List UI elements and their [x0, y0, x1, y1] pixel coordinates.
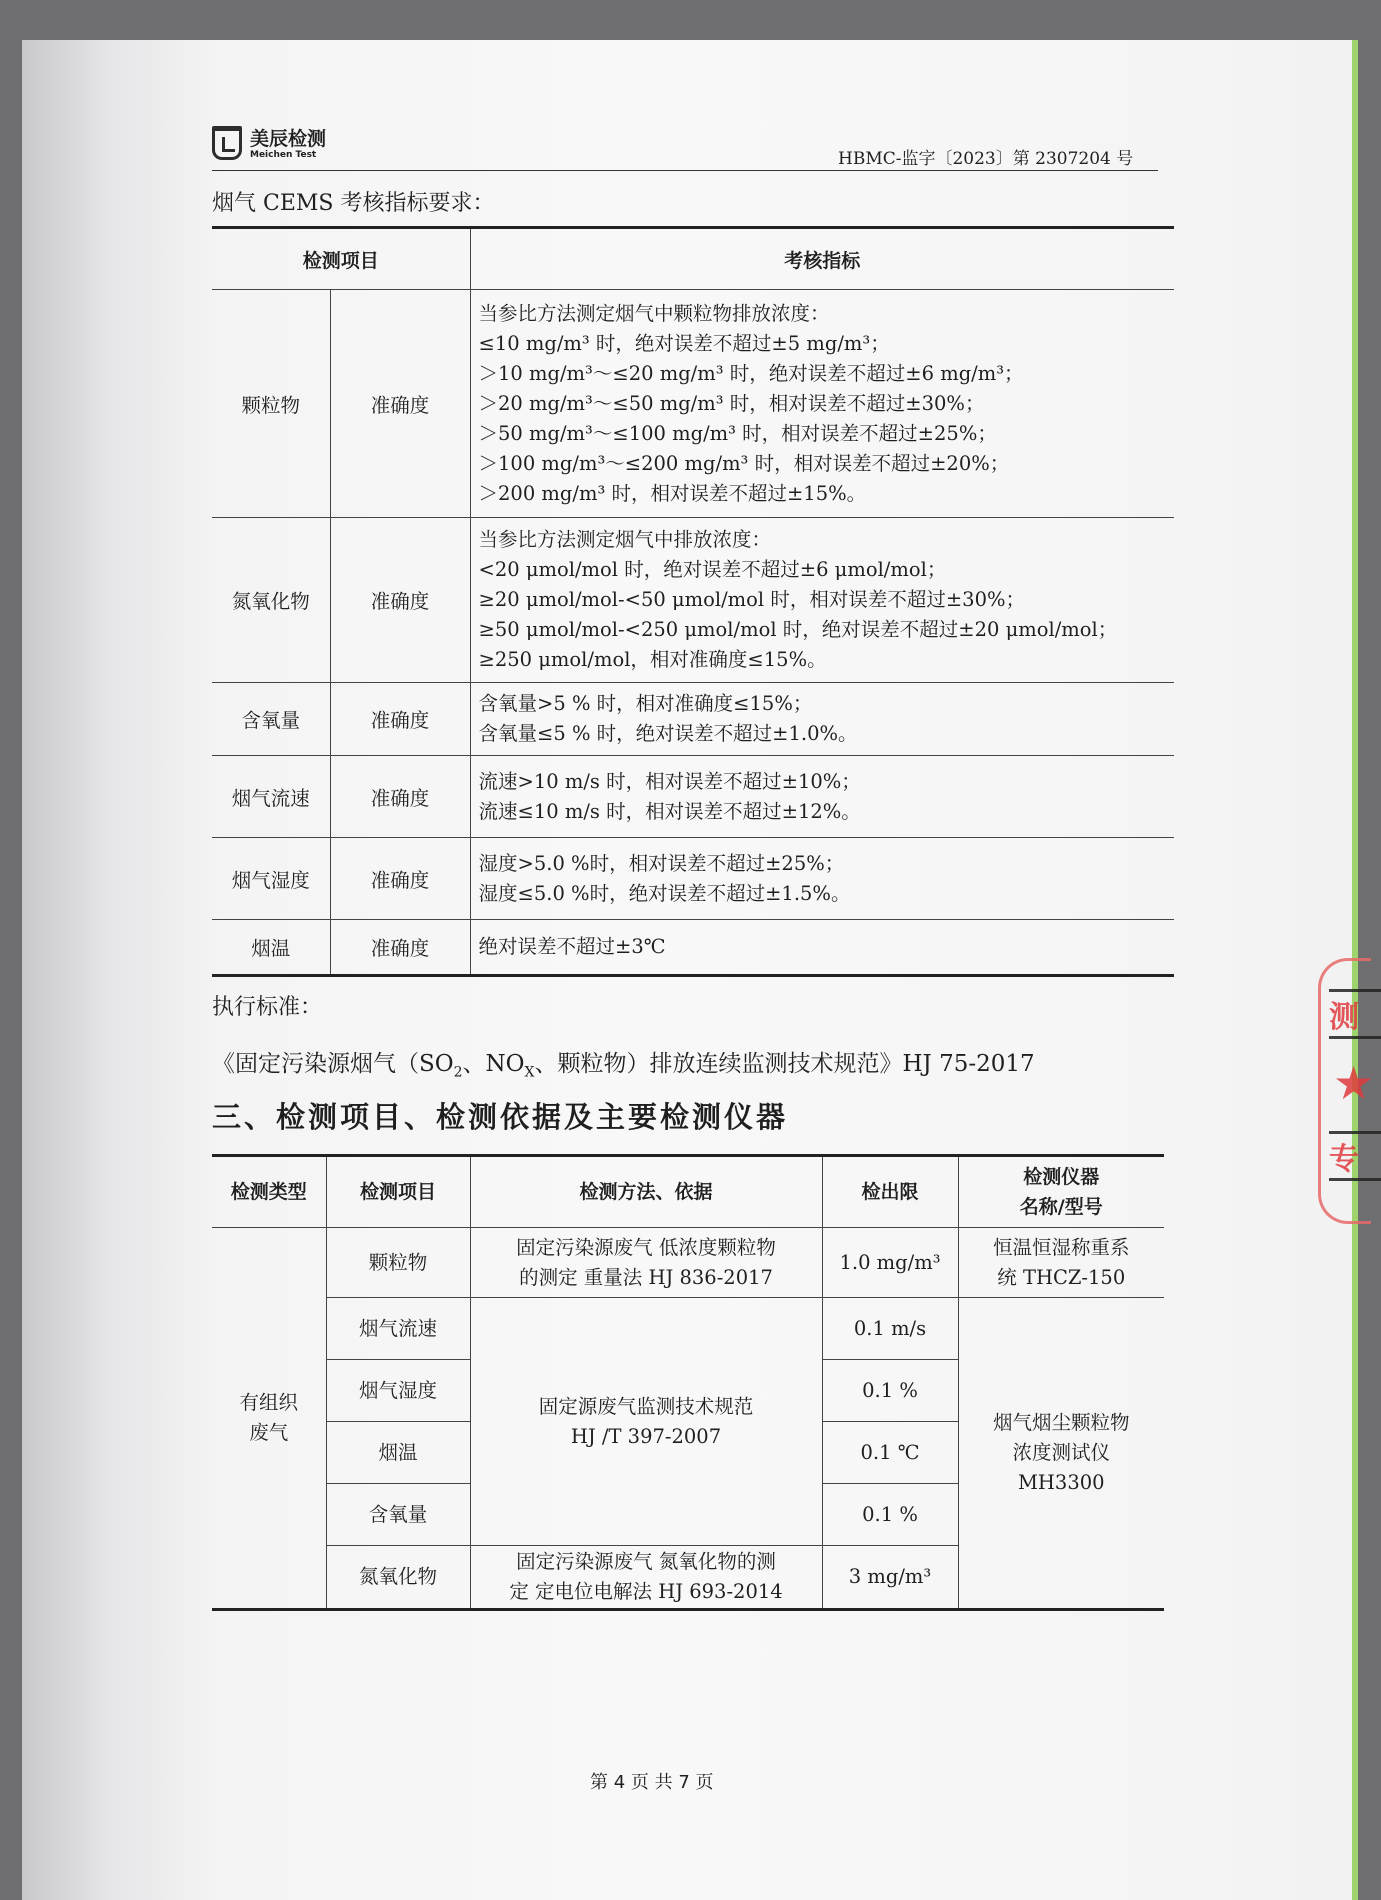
- std-text: 、颗粒物）排放连续监测技术规范》HJ 75-2017: [534, 1051, 1035, 1077]
- methods-table: [212, 1154, 1164, 1611]
- table-row: [212, 756, 1174, 838]
- row-req: [470, 920, 1174, 976]
- row-item: 烟气湿度: [212, 838, 330, 920]
- table-row: [212, 683, 1174, 756]
- req-line: ≥250 μmol/mol，相对准确度≤15%。: [478, 648, 827, 671]
- table-row: [212, 290, 1174, 518]
- row-type: 准确度: [330, 290, 470, 518]
- row-type: 准确度: [330, 756, 470, 838]
- row-req: [470, 756, 1174, 838]
- std-sub: X: [524, 1064, 535, 1081]
- cems-title: 烟气 CEMS 考核指标要求：: [212, 191, 495, 216]
- document-number: HBMC-监字〔2023〕第 2307204 号: [838, 149, 1134, 169]
- cell-line: 定 定电位电解法 HJ 693-2014: [509, 1580, 783, 1603]
- row-type: 准确度: [330, 683, 470, 756]
- stamp-char: 测: [1329, 989, 1381, 1039]
- table-row: [212, 920, 1174, 976]
- item-cell: 烟气流速: [326, 1298, 470, 1360]
- col-header-limit: 检出限: [822, 1156, 958, 1228]
- table-row: [212, 1228, 1164, 1298]
- col-header-type: 检测类型: [212, 1156, 326, 1228]
- req-line: 流速≤10 m/s 时，相对误差不超过±12%。: [478, 799, 861, 823]
- cell-line: 统 THCZ-150: [997, 1265, 1126, 1289]
- req-line: ＞50 mg/m³～≤100 mg/m³ 时，相对误差不超过±25%；: [478, 421, 997, 445]
- item-cell: 含氧量: [326, 1484, 470, 1546]
- col-header-item: 检测项目: [326, 1156, 470, 1228]
- stamp-char: 专: [1329, 1131, 1381, 1181]
- row-req: [470, 290, 1174, 518]
- page-number: 第 4 页 共 7 页: [590, 1772, 714, 1793]
- col-header-item: 检测项目: [212, 228, 470, 290]
- req-line: 当参比方法测定烟气中颗粒物排放浓度：: [478, 301, 830, 325]
- cell-line: MH3300: [1017, 1471, 1105, 1494]
- table-row: [212, 838, 1174, 920]
- row-type: 准确度: [330, 518, 470, 683]
- req-line: ＞200 mg/m³ 时，相对误差不超过±15%。: [478, 481, 867, 505]
- req-line: ＞100 mg/m³～≤200 mg/m³ 时，相对误差不超过±20%；: [478, 451, 1010, 475]
- cell-line: 固定污染源废气 氮氧化物的测: [516, 1550, 776, 1573]
- row-type: 准确度: [330, 838, 470, 920]
- limit-cell: 3 mg/m³: [822, 1546, 958, 1610]
- instrument-cell: [958, 1228, 1164, 1298]
- cell-line: HJ /T 397-2007: [570, 1424, 722, 1448]
- req-line: ≥20 μmol/mol-<50 μmol/mol 时，相对误差不超过±30%；: [478, 588, 1026, 611]
- cell-line: 固定污染源废气 低浓度颗粒物: [516, 1235, 776, 1259]
- execution-standard: [212, 1045, 1035, 1081]
- limit-cell: 0.1 ℃: [822, 1422, 958, 1484]
- header-rule: [212, 170, 1158, 171]
- col-header-req: 考核指标: [470, 228, 1174, 290]
- method-cell: [470, 1546, 822, 1610]
- row-item: 烟温: [212, 920, 330, 976]
- row-req: [470, 518, 1174, 683]
- method-cell: [470, 1298, 822, 1546]
- cell-line: 的测定 重量法 HJ 836-2017: [519, 1265, 773, 1289]
- row-item: 氮氧化物: [212, 518, 330, 683]
- req-line: 含氧量≤5 % 时，绝对误差不超过±1.0%。: [478, 722, 858, 745]
- cell-line: 有组织: [239, 1391, 298, 1414]
- item-cell: 烟气湿度: [326, 1360, 470, 1422]
- seal-stamp: [1318, 958, 1375, 1224]
- limit-cell: 0.1 %: [822, 1484, 958, 1546]
- instrument-cell: [958, 1298, 1164, 1610]
- std-sub: 2: [453, 1064, 463, 1081]
- method-cell: [470, 1228, 822, 1298]
- logo-cn: 美辰检测: [250, 128, 327, 150]
- logo-mark-icon: [212, 126, 242, 160]
- row-req: [470, 683, 1174, 756]
- std-text: 、NO: [462, 1051, 525, 1077]
- row-type: 准确度: [330, 920, 470, 976]
- req-line: 流速>10 m/s 时，相对误差不超过±10%；: [478, 769, 861, 793]
- req-line: 含氧量>5 % 时，相对准确度≤15%；: [478, 692, 813, 715]
- row-req: [470, 838, 1174, 920]
- row-item: 颗粒物: [212, 290, 330, 518]
- row-item: 烟气流速: [212, 756, 330, 838]
- type-cell: [212, 1228, 326, 1610]
- row-item: 含氧量: [212, 683, 330, 756]
- header-line: 检测仪器: [1023, 1166, 1100, 1188]
- limit-cell: 0.1 %: [822, 1360, 958, 1422]
- limit-cell: 1.0 mg/m³: [822, 1228, 958, 1298]
- cems-requirements-table: [212, 226, 1174, 977]
- cell-line: 烟气烟尘颗粒物: [992, 1411, 1130, 1434]
- req-line: <20 μmol/mol 时，绝对误差不超过±6 μmol/mol；: [478, 558, 947, 581]
- req-line: 湿度≤5.0 %时，绝对误差不超过±1.5%。: [478, 881, 851, 905]
- req-line: ＞20 mg/m³～≤50 mg/m³ 时，相对误差不超过±30%；: [478, 391, 985, 415]
- logo-en: Meichen Test: [250, 150, 317, 160]
- col-header-method: 检测方法、依据: [470, 1156, 822, 1228]
- req-line: 湿度>5.0 %时，相对误差不超过±25%；: [478, 851, 845, 875]
- item-cell: 氮氧化物: [326, 1546, 470, 1610]
- col-header-instrument: [958, 1156, 1164, 1228]
- item-cell: 颗粒物: [326, 1228, 470, 1298]
- section-heading: 三、检测项目、检测依据及主要检测仪器: [212, 1100, 789, 1134]
- req-line: 当参比方法测定烟气中排放浓度：: [478, 528, 772, 551]
- cell-line: 固定源废气监测技术规范: [538, 1394, 754, 1418]
- req-line: ≤10 mg/m³ 时，绝对误差不超过±5 mg/m³；: [478, 331, 890, 355]
- execution-label: 执行标准：: [212, 995, 323, 1020]
- table-row: [212, 518, 1174, 683]
- cell-line: 恒温恒湿称重系: [992, 1235, 1130, 1259]
- table-row: [212, 1298, 1164, 1360]
- req-line: ≥50 μmol/mol-<250 μmol/mol 时，绝对误差不超过±20 μmol/mol；: [478, 618, 1118, 641]
- stamp-star-icon: ★: [1333, 1056, 1375, 1110]
- req-line: 绝对误差不超过±3℃: [478, 935, 666, 958]
- limit-cell: 0.1 m/s: [822, 1298, 958, 1360]
- header-line: 名称/型号: [1019, 1196, 1103, 1218]
- std-text: 《固定污染源烟气（SO: [212, 1051, 454, 1077]
- req-line: ＞10 mg/m³～≤20 mg/m³ 时，绝对误差不超过±6 mg/m³；: [478, 361, 1024, 385]
- cell-line: 废气: [249, 1421, 289, 1444]
- cell-line: 浓度测试仪: [1012, 1441, 1110, 1464]
- item-cell: 烟温: [326, 1422, 470, 1484]
